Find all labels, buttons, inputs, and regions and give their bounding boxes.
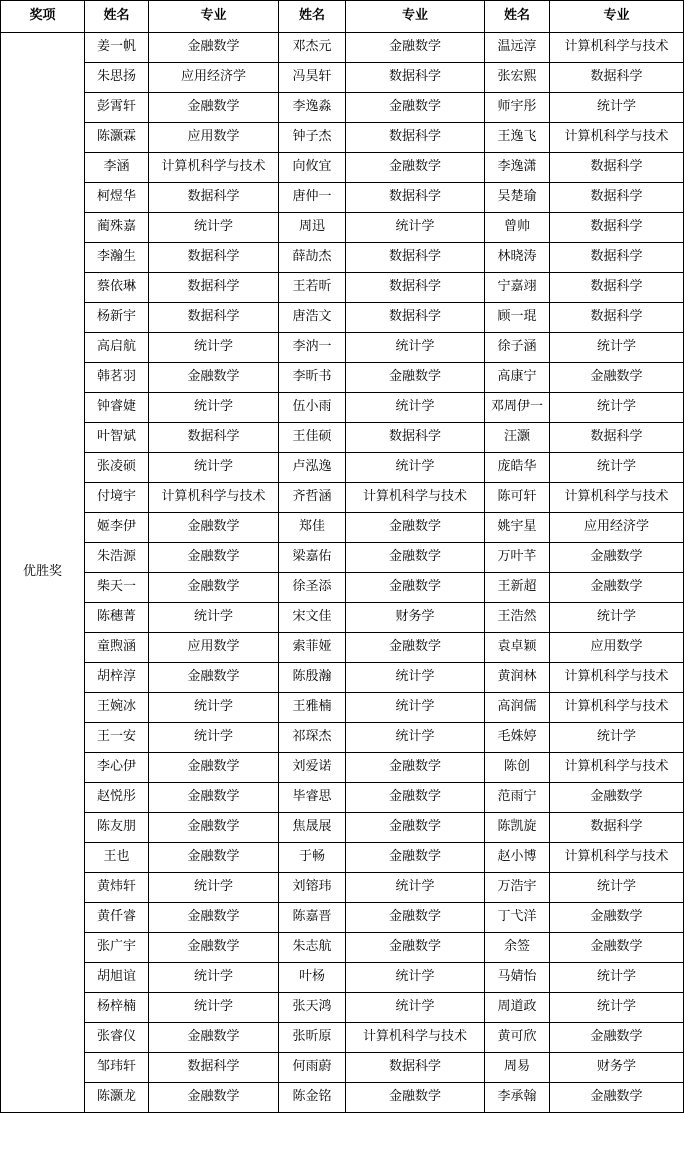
major-cell: 统计学 bbox=[149, 963, 279, 993]
name-cell: 焦晟展 bbox=[279, 813, 346, 843]
table-row bbox=[1, 993, 684, 1023]
name-cell: 何雨蔚 bbox=[279, 1053, 346, 1083]
major-cell: 统计学 bbox=[149, 873, 279, 903]
name-cell: 毕睿思 bbox=[279, 783, 346, 813]
major-cell: 统计学 bbox=[346, 393, 485, 423]
table-row bbox=[1, 273, 684, 303]
name-cell: 朱思扬 bbox=[85, 63, 149, 93]
major-cell: 数据科学 bbox=[346, 1053, 485, 1083]
name-cell: 张睿仪 bbox=[85, 1023, 149, 1053]
name-cell: 毛姝婷 bbox=[485, 723, 550, 753]
name-cell: 陈友朋 bbox=[85, 813, 149, 843]
name-cell: 薛劼杰 bbox=[279, 243, 346, 273]
major-cell: 统计学 bbox=[550, 603, 684, 633]
major-cell: 数据科学 bbox=[550, 813, 684, 843]
name-cell: 马婧怡 bbox=[485, 963, 550, 993]
major-cell: 计算机科学与技术 bbox=[550, 483, 684, 513]
major-cell: 金融数学 bbox=[346, 933, 485, 963]
major-cell: 统计学 bbox=[346, 333, 485, 363]
table-row bbox=[1, 183, 684, 213]
major-cell: 金融数学 bbox=[346, 153, 485, 183]
name-cell: 庞皓华 bbox=[485, 453, 550, 483]
name-cell: 祁琛杰 bbox=[279, 723, 346, 753]
table-row bbox=[1, 243, 684, 273]
table-row bbox=[1, 363, 684, 393]
name-cell: 李逸淼 bbox=[279, 93, 346, 123]
major-cell: 统计学 bbox=[550, 873, 684, 903]
major-cell: 金融数学 bbox=[346, 843, 485, 873]
table-row bbox=[1, 603, 684, 633]
name-cell: 李心伊 bbox=[85, 753, 149, 783]
major-cell: 金融数学 bbox=[149, 513, 279, 543]
name-cell: 刘镕玮 bbox=[279, 873, 346, 903]
name-cell: 索菲娅 bbox=[279, 633, 346, 663]
major-cell: 金融数学 bbox=[550, 1083, 684, 1113]
name-cell: 黄仟睿 bbox=[85, 903, 149, 933]
major-cell: 数据科学 bbox=[550, 183, 684, 213]
name-cell: 王新超 bbox=[485, 573, 550, 603]
name-cell: 蔺殊嘉 bbox=[85, 213, 149, 243]
table-row bbox=[1, 753, 684, 783]
name-cell: 于畅 bbox=[279, 843, 346, 873]
major-cell: 金融数学 bbox=[346, 363, 485, 393]
major-cell: 数据科学 bbox=[346, 243, 485, 273]
major-cell: 统计学 bbox=[550, 723, 684, 753]
major-cell: 数据科学 bbox=[346, 63, 485, 93]
table-row bbox=[1, 933, 684, 963]
name-cell: 唐仲一 bbox=[279, 183, 346, 213]
major-cell: 金融数学 bbox=[149, 663, 279, 693]
table-row bbox=[1, 513, 684, 543]
major-cell: 应用数学 bbox=[149, 633, 279, 663]
name-cell: 温远淳 bbox=[485, 33, 550, 63]
major-cell: 计算机科学与技术 bbox=[550, 693, 684, 723]
table-row bbox=[1, 393, 684, 423]
name-cell: 周道政 bbox=[485, 993, 550, 1023]
name-cell: 李承翰 bbox=[485, 1083, 550, 1113]
name-cell: 梁嘉佑 bbox=[279, 543, 346, 573]
name-cell: 陈穗菁 bbox=[85, 603, 149, 633]
name-cell: 胡梓淳 bbox=[85, 663, 149, 693]
major-cell: 金融数学 bbox=[550, 933, 684, 963]
major-cell: 数据科学 bbox=[550, 243, 684, 273]
major-cell: 金融数学 bbox=[346, 813, 485, 843]
name-cell: 王一安 bbox=[85, 723, 149, 753]
name-cell: 陈嘉晋 bbox=[279, 903, 346, 933]
major-cell: 应用数学 bbox=[550, 633, 684, 663]
name-cell: 胡旭谊 bbox=[85, 963, 149, 993]
major-cell: 数据科学 bbox=[550, 63, 684, 93]
name-cell: 邹玮轩 bbox=[85, 1053, 149, 1083]
name-cell: 周易 bbox=[485, 1053, 550, 1083]
major-cell: 统计学 bbox=[550, 963, 684, 993]
name-cell: 万浩宇 bbox=[485, 873, 550, 903]
major-cell: 金融数学 bbox=[346, 513, 485, 543]
major-cell: 金融数学 bbox=[346, 543, 485, 573]
name-cell: 彭霄轩 bbox=[85, 93, 149, 123]
header-name-3: 姓名 bbox=[485, 1, 550, 33]
name-cell: 张宏熙 bbox=[485, 63, 550, 93]
major-cell: 金融数学 bbox=[550, 1023, 684, 1053]
major-cell: 数据科学 bbox=[346, 273, 485, 303]
name-cell: 陈殷瀚 bbox=[279, 663, 346, 693]
name-cell: 赵小博 bbox=[485, 843, 550, 873]
name-cell: 张凌硕 bbox=[85, 453, 149, 483]
major-cell: 计算机科学与技术 bbox=[149, 483, 279, 513]
major-cell: 金融数学 bbox=[550, 783, 684, 813]
major-cell: 数据科学 bbox=[149, 243, 279, 273]
major-cell: 统计学 bbox=[149, 333, 279, 363]
major-cell: 财务学 bbox=[550, 1053, 684, 1083]
major-cell: 统计学 bbox=[550, 393, 684, 423]
major-cell: 财务学 bbox=[346, 603, 485, 633]
major-cell: 金融数学 bbox=[346, 783, 485, 813]
name-cell: 柴天一 bbox=[85, 573, 149, 603]
header-major-2: 专业 bbox=[346, 1, 485, 33]
table-body bbox=[1, 33, 684, 1113]
name-cell: 李涵 bbox=[85, 153, 149, 183]
name-cell: 冯昊轩 bbox=[279, 63, 346, 93]
major-cell: 金融数学 bbox=[149, 783, 279, 813]
name-cell: 高启航 bbox=[85, 333, 149, 363]
table-row bbox=[1, 543, 684, 573]
name-cell: 韩茗羽 bbox=[85, 363, 149, 393]
major-cell: 金融数学 bbox=[550, 903, 684, 933]
name-cell: 高润儒 bbox=[485, 693, 550, 723]
name-cell: 叶杨 bbox=[279, 963, 346, 993]
name-cell: 陈可轩 bbox=[485, 483, 550, 513]
award-cell: 优胜奖 bbox=[1, 33, 85, 1113]
major-cell: 统计学 bbox=[149, 213, 279, 243]
header-major-3: 专业 bbox=[550, 1, 684, 33]
major-cell: 金融数学 bbox=[149, 813, 279, 843]
name-cell: 王雅楠 bbox=[279, 693, 346, 723]
table-row bbox=[1, 213, 684, 243]
major-cell: 数据科学 bbox=[550, 213, 684, 243]
name-cell: 齐哲涵 bbox=[279, 483, 346, 513]
name-cell: 徐子涵 bbox=[485, 333, 550, 363]
name-cell: 陈凯旋 bbox=[485, 813, 550, 843]
name-cell: 邓周伊一 bbox=[485, 393, 550, 423]
name-cell: 黄可欣 bbox=[485, 1023, 550, 1053]
major-cell: 数据科学 bbox=[149, 303, 279, 333]
name-cell: 郑佳 bbox=[279, 513, 346, 543]
major-cell: 统计学 bbox=[346, 873, 485, 903]
major-cell: 统计学 bbox=[346, 693, 485, 723]
major-cell: 计算机科学与技术 bbox=[346, 1023, 485, 1053]
name-cell: 李昕书 bbox=[279, 363, 346, 393]
table-row bbox=[1, 903, 684, 933]
header-major-1: 专业 bbox=[149, 1, 279, 33]
table-row bbox=[1, 1023, 684, 1053]
table-row bbox=[1, 1083, 684, 1113]
name-cell: 丁弋洋 bbox=[485, 903, 550, 933]
major-cell: 金融数学 bbox=[346, 93, 485, 123]
major-cell: 金融数学 bbox=[346, 573, 485, 603]
name-cell: 林晓涛 bbox=[485, 243, 550, 273]
major-cell: 数据科学 bbox=[550, 303, 684, 333]
major-cell: 统计学 bbox=[149, 693, 279, 723]
major-cell: 统计学 bbox=[550, 333, 684, 363]
major-cell: 金融数学 bbox=[149, 543, 279, 573]
major-cell: 统计学 bbox=[149, 393, 279, 423]
major-cell: 统计学 bbox=[550, 93, 684, 123]
name-cell: 向攸宜 bbox=[279, 153, 346, 183]
major-cell: 金融数学 bbox=[149, 843, 279, 873]
major-cell: 金融数学 bbox=[149, 573, 279, 603]
name-cell: 张广宇 bbox=[85, 933, 149, 963]
major-cell: 数据科学 bbox=[346, 303, 485, 333]
name-cell: 王浩然 bbox=[485, 603, 550, 633]
table-row bbox=[1, 843, 684, 873]
major-cell: 计算机科学与技术 bbox=[550, 123, 684, 153]
name-cell: 姬李伊 bbox=[85, 513, 149, 543]
name-cell: 陈金铭 bbox=[279, 1083, 346, 1113]
major-cell: 金融数学 bbox=[149, 33, 279, 63]
name-cell: 曾帅 bbox=[485, 213, 550, 243]
table-row bbox=[1, 123, 684, 153]
name-cell: 钟睿婕 bbox=[85, 393, 149, 423]
major-cell: 金融数学 bbox=[550, 363, 684, 393]
major-cell: 统计学 bbox=[346, 213, 485, 243]
major-cell: 数据科学 bbox=[346, 123, 485, 153]
table-row bbox=[1, 663, 684, 693]
major-cell: 金融数学 bbox=[346, 1083, 485, 1113]
major-cell: 统计学 bbox=[149, 453, 279, 483]
name-cell: 伍小雨 bbox=[279, 393, 346, 423]
major-cell: 金融数学 bbox=[149, 1023, 279, 1053]
name-cell: 陈创 bbox=[485, 753, 550, 783]
major-cell: 应用经济学 bbox=[550, 513, 684, 543]
major-cell: 统计学 bbox=[550, 453, 684, 483]
major-cell: 统计学 bbox=[346, 963, 485, 993]
name-cell: 陈灏龙 bbox=[85, 1083, 149, 1113]
major-cell: 计算机科学与技术 bbox=[346, 483, 485, 513]
table-row bbox=[1, 783, 684, 813]
major-cell: 金融数学 bbox=[346, 633, 485, 663]
header-name-1: 姓名 bbox=[85, 1, 149, 33]
table-row bbox=[1, 483, 684, 513]
name-cell: 汪灏 bbox=[485, 423, 550, 453]
table-row bbox=[1, 63, 684, 93]
name-cell: 叶智斌 bbox=[85, 423, 149, 453]
name-cell: 袁卓颖 bbox=[485, 633, 550, 663]
major-cell: 计算机科学与技术 bbox=[550, 663, 684, 693]
name-cell: 王婉冰 bbox=[85, 693, 149, 723]
name-cell: 余签 bbox=[485, 933, 550, 963]
name-cell: 周迅 bbox=[279, 213, 346, 243]
table-row bbox=[1, 963, 684, 993]
major-cell: 统计学 bbox=[346, 993, 485, 1023]
major-cell: 计算机科学与技术 bbox=[550, 753, 684, 783]
table-row bbox=[1, 813, 684, 843]
major-cell: 数据科学 bbox=[149, 183, 279, 213]
major-cell: 金融数学 bbox=[149, 363, 279, 393]
name-cell: 万叶芊 bbox=[485, 543, 550, 573]
name-cell: 李瀚生 bbox=[85, 243, 149, 273]
name-cell: 李汭一 bbox=[279, 333, 346, 363]
major-cell: 金融数学 bbox=[550, 573, 684, 603]
major-cell: 统计学 bbox=[346, 723, 485, 753]
table-row bbox=[1, 453, 684, 483]
name-cell: 朱志航 bbox=[279, 933, 346, 963]
name-cell: 卢泓逸 bbox=[279, 453, 346, 483]
name-cell: 姜一帆 bbox=[85, 33, 149, 63]
major-cell: 金融数学 bbox=[346, 33, 485, 63]
major-cell: 统计学 bbox=[149, 723, 279, 753]
major-cell: 数据科学 bbox=[346, 183, 485, 213]
name-cell: 张天鸿 bbox=[279, 993, 346, 1023]
table-row bbox=[1, 33, 684, 63]
name-cell: 邓杰元 bbox=[279, 33, 346, 63]
name-cell: 师宇彤 bbox=[485, 93, 550, 123]
table-row bbox=[1, 723, 684, 753]
name-cell: 唐浩文 bbox=[279, 303, 346, 333]
name-cell: 柯煜华 bbox=[85, 183, 149, 213]
name-cell: 王逸飞 bbox=[485, 123, 550, 153]
name-cell: 童煦涵 bbox=[85, 633, 149, 663]
table-row bbox=[1, 1053, 684, 1083]
major-cell: 统计学 bbox=[149, 993, 279, 1023]
major-cell: 数据科学 bbox=[550, 153, 684, 183]
table-row bbox=[1, 633, 684, 663]
major-cell: 统计学 bbox=[149, 603, 279, 633]
name-cell: 高康宁 bbox=[485, 363, 550, 393]
table-row bbox=[1, 873, 684, 903]
major-cell: 金融数学 bbox=[149, 93, 279, 123]
major-cell: 金融数学 bbox=[149, 933, 279, 963]
major-cell: 金融数学 bbox=[346, 903, 485, 933]
name-cell: 宋文佳 bbox=[279, 603, 346, 633]
name-cell: 朱浩源 bbox=[85, 543, 149, 573]
header-row bbox=[1, 1, 684, 33]
table-row bbox=[1, 573, 684, 603]
name-cell: 蔡依琳 bbox=[85, 273, 149, 303]
name-cell: 宁嘉翊 bbox=[485, 273, 550, 303]
name-cell: 吴楚瑜 bbox=[485, 183, 550, 213]
major-cell: 数据科学 bbox=[149, 273, 279, 303]
major-cell: 金融数学 bbox=[550, 543, 684, 573]
name-cell: 钟子杰 bbox=[279, 123, 346, 153]
major-cell: 数据科学 bbox=[346, 423, 485, 453]
name-cell: 黄润林 bbox=[485, 663, 550, 693]
major-cell: 金融数学 bbox=[149, 753, 279, 783]
name-cell: 徐圣添 bbox=[279, 573, 346, 603]
name-cell: 黄炜轩 bbox=[85, 873, 149, 903]
name-cell: 王也 bbox=[85, 843, 149, 873]
table-row bbox=[1, 693, 684, 723]
major-cell: 应用经济学 bbox=[149, 63, 279, 93]
major-cell: 数据科学 bbox=[149, 1053, 279, 1083]
major-cell: 计算机科学与技术 bbox=[550, 33, 684, 63]
major-cell: 应用数学 bbox=[149, 123, 279, 153]
major-cell: 统计学 bbox=[346, 453, 485, 483]
name-cell: 范雨宁 bbox=[485, 783, 550, 813]
major-cell: 计算机科学与技术 bbox=[149, 153, 279, 183]
name-cell: 王若昕 bbox=[279, 273, 346, 303]
major-cell: 统计学 bbox=[346, 663, 485, 693]
major-cell: 数据科学 bbox=[149, 423, 279, 453]
name-cell: 顾一琨 bbox=[485, 303, 550, 333]
major-cell: 统计学 bbox=[550, 993, 684, 1023]
table-row bbox=[1, 93, 684, 123]
table-row bbox=[1, 153, 684, 183]
header-award: 奖项 bbox=[1, 1, 85, 33]
name-cell: 王佳硕 bbox=[279, 423, 346, 453]
table-row bbox=[1, 333, 684, 363]
major-cell: 金融数学 bbox=[149, 1083, 279, 1113]
major-cell: 数据科学 bbox=[550, 423, 684, 453]
major-cell: 金融数学 bbox=[149, 903, 279, 933]
table-row bbox=[1, 303, 684, 333]
name-cell: 杨梓楠 bbox=[85, 993, 149, 1023]
major-cell: 金融数学 bbox=[346, 753, 485, 783]
name-cell: 张昕原 bbox=[279, 1023, 346, 1053]
name-cell: 陈灏霖 bbox=[85, 123, 149, 153]
header-name-2: 姓名 bbox=[279, 1, 346, 33]
table-row bbox=[1, 423, 684, 453]
major-cell: 数据科学 bbox=[550, 273, 684, 303]
name-cell: 杨新宇 bbox=[85, 303, 149, 333]
major-cell: 计算机科学与技术 bbox=[550, 843, 684, 873]
name-cell: 李逸潇 bbox=[485, 153, 550, 183]
name-cell: 赵悦彤 bbox=[85, 783, 149, 813]
name-cell: 姚宇星 bbox=[485, 513, 550, 543]
name-cell: 刘爱诺 bbox=[279, 753, 346, 783]
name-cell: 付境宇 bbox=[85, 483, 149, 513]
